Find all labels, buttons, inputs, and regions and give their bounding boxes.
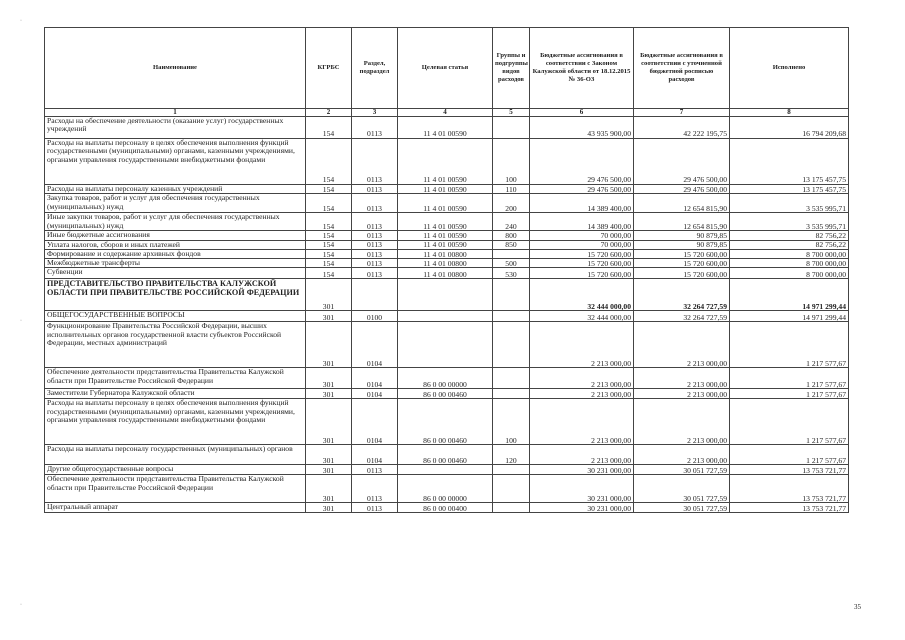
row-razdel: 0104 <box>352 399 398 445</box>
table-row <box>45 259 849 268</box>
row-name: Обеспечение деятельности представительства Правительства Калужской области при Правительстве Российской Федерации <box>45 368 306 389</box>
row-expense-type <box>493 311 530 322</box>
row-kgrbs: 154 <box>306 117 352 139</box>
row-law-amount: 70 000,00 <box>530 231 634 240</box>
table-row <box>45 249 849 258</box>
row-executed-amount: 1 217 577,67 <box>730 322 849 368</box>
row-law-amount: 29 476 500,00 <box>530 185 634 194</box>
row-law-amount: 32 444 000,00 <box>530 311 634 322</box>
row-law-amount: 2 213 000,00 <box>530 322 634 368</box>
row-name: Обеспечение деятельности представительства Правительства Калужской области при Правительстве Российской Федерации <box>45 475 306 503</box>
row-law-amount: 30 231 000,00 <box>530 475 634 503</box>
page-number: 35 <box>854 603 861 611</box>
row-executed-amount: 3 535 995,71 <box>730 194 849 213</box>
col-number: 1 <box>45 109 306 117</box>
row-plan-amount: 30 051 727,59 <box>634 465 730 475</box>
row-kgrbs: 154 <box>306 240 352 249</box>
row-plan-amount: 32 264 727,59 <box>634 311 730 322</box>
row-expense-type <box>493 322 530 368</box>
row-expense-type: 800 <box>493 231 530 240</box>
row-name: Формирование и содержание архивных фондов <box>45 249 306 258</box>
row-executed-amount: 16 794 209,68 <box>730 117 849 139</box>
row-plan-amount: 15 720 600,00 <box>634 259 730 268</box>
row-executed-amount: 1 217 577,67 <box>730 445 849 465</box>
margin-mark: · <box>20 18 22 24</box>
row-target-article: 86 0 00 00000 <box>398 475 493 503</box>
row-target-article: 11 4 01 00590 <box>398 139 493 185</box>
col-number: 2 <box>306 109 352 117</box>
row-plan-amount: 2 213 000,00 <box>634 368 730 389</box>
col-header-plan: Бюджетные ассигнования в соответствии с уточненной бюджетной росписью расходов <box>634 28 730 109</box>
table-row <box>45 117 849 139</box>
col-header-exec: Исполнено <box>730 28 849 109</box>
row-law-amount: 30 231 000,00 <box>530 465 634 475</box>
row-law-amount: 15 720 600,00 <box>530 249 634 258</box>
row-name: Закупка товаров, работ и услуг для обеспечения государственных (муниципальных) нужд <box>45 194 306 213</box>
row-razdel: 0113 <box>352 240 398 249</box>
row-razdel: 0100 <box>352 311 398 322</box>
row-name: Центральный аппарат <box>45 503 306 513</box>
table-row <box>45 389 849 399</box>
row-name: Расходы на выплаты персоналу государственных (муниципальных) органов <box>45 445 306 465</box>
row-razdel: 0113 <box>352 475 398 503</box>
row-executed-amount: 13 175 457,75 <box>730 185 849 194</box>
row-razdel: 0113 <box>352 249 398 258</box>
row-expense-type <box>493 389 530 399</box>
margin-mark: · <box>20 318 22 324</box>
row-expense-type: 850 <box>493 240 530 249</box>
table-body <box>45 117 849 513</box>
row-razdel: 0113 <box>352 139 398 185</box>
row-executed-amount: 8 700 000,00 <box>730 268 849 279</box>
table-row <box>45 368 849 389</box>
row-expense-type: 100 <box>493 139 530 185</box>
row-expense-type: 120 <box>493 445 530 465</box>
row-target-article <box>398 322 493 368</box>
row-plan-amount: 2 213 000,00 <box>634 389 730 399</box>
row-razdel: 0104 <box>352 445 398 465</box>
table-row <box>45 213 849 231</box>
col-header-law: Бюджетные ассигнования в соответствии с Законом Калужской области от 18.12.2015 № 36-ОЗ <box>530 28 634 109</box>
row-law-amount: 70 000,00 <box>530 240 634 249</box>
row-expense-type: 110 <box>493 185 530 194</box>
row-law-amount: 2 213 000,00 <box>530 389 634 399</box>
row-executed-amount: 8 700 000,00 <box>730 259 849 268</box>
row-plan-amount: 15 720 600,00 <box>634 268 730 279</box>
row-executed-amount: 82 756,22 <box>730 231 849 240</box>
table-row <box>45 399 849 445</box>
row-name: Субвенции <box>45 268 306 279</box>
row-razdel: 0113 <box>352 194 398 213</box>
col-header-name: Наименование <box>45 28 306 109</box>
row-law-amount: 2 213 000,00 <box>530 445 634 465</box>
row-plan-amount: 2 213 000,00 <box>634 445 730 465</box>
row-target-article: 11 4 01 00800 <box>398 259 493 268</box>
row-expense-type <box>493 279 530 311</box>
row-target-article <box>398 279 493 311</box>
row-target-article: 11 4 01 00590 <box>398 185 493 194</box>
table-row <box>45 139 849 185</box>
row-plan-amount: 29 476 500,00 <box>634 185 730 194</box>
row-expense-type: 100 <box>493 399 530 445</box>
row-kgrbs: 301 <box>306 389 352 399</box>
row-executed-amount: 13 175 457,75 <box>730 139 849 185</box>
row-name: ПРЕДСТАВИТЕЛЬСТВО ПРАВИТЕЛЬСТВА КАЛУЖСКОЙ ОБЛАСТИ ПРИ ПРАВИТЕЛЬСТВЕ РОССИЙСКОЙ ФЕДЕРАЦИИ <box>45 279 306 311</box>
row-razdel: 0113 <box>352 465 398 475</box>
row-law-amount: 15 720 600,00 <box>530 259 634 268</box>
row-razdel: 0113 <box>352 117 398 139</box>
table-row <box>45 231 849 240</box>
row-kgrbs: 154 <box>306 185 352 194</box>
row-plan-amount: 90 879,85 <box>634 231 730 240</box>
margin-mark: · <box>20 602 22 608</box>
row-law-amount: 14 389 400,00 <box>530 194 634 213</box>
row-kgrbs: 154 <box>306 213 352 231</box>
row-target-article: 86 0 00 00460 <box>398 399 493 445</box>
row-executed-amount: 13 753 721,77 <box>730 475 849 503</box>
col-number: 8 <box>730 109 849 117</box>
row-executed-amount: 8 700 000,00 <box>730 249 849 258</box>
row-kgrbs: 154 <box>306 231 352 240</box>
row-kgrbs: 301 <box>306 445 352 465</box>
row-razdel: 0113 <box>352 213 398 231</box>
row-name: Расходы на выплаты персоналу в целях обеспечения выполнения функций государственными (муниципальными) органами, казенными учреждениями, органами управления государственными внебюджетными фондами <box>45 139 306 185</box>
row-expense-type <box>493 249 530 258</box>
row-plan-amount: 2 213 000,00 <box>634 322 730 368</box>
row-name: Иные закупки товаров, работ и услуг для обеспечения государственных (муниципальных) нужд <box>45 213 306 231</box>
row-kgrbs: 301 <box>306 465 352 475</box>
row-expense-type: 240 <box>493 213 530 231</box>
row-name: Расходы на выплаты персоналу казенных учреждений <box>45 185 306 194</box>
row-name: Уплата налогов, сборов и иных платежей <box>45 240 306 249</box>
row-plan-amount: 30 051 727,59 <box>634 503 730 513</box>
row-plan-amount: 2 213 000,00 <box>634 399 730 445</box>
row-kgrbs: 154 <box>306 259 352 268</box>
col-number: 7 <box>634 109 730 117</box>
row-kgrbs: 301 <box>306 475 352 503</box>
row-expense-type <box>493 368 530 389</box>
row-target-article: 11 4 01 00590 <box>398 240 493 249</box>
table-row <box>45 279 849 311</box>
row-expense-type <box>493 117 530 139</box>
row-target-article: 11 4 01 00590 <box>398 213 493 231</box>
row-razdel: 0104 <box>352 368 398 389</box>
row-razdel: 0113 <box>352 503 398 513</box>
column-number-row <box>45 109 849 117</box>
row-executed-amount: 13 753 721,77 <box>730 503 849 513</box>
row-target-article: 11 4 01 00800 <box>398 268 493 279</box>
row-expense-type <box>493 465 530 475</box>
row-razdel: 0113 <box>352 259 398 268</box>
table-row <box>45 185 849 194</box>
col-number: 5 <box>493 109 530 117</box>
row-kgrbs: 154 <box>306 249 352 258</box>
row-executed-amount: 3 535 995,71 <box>730 213 849 231</box>
row-target-article: 11 4 01 00590 <box>398 231 493 240</box>
row-target-article: 11 4 01 00590 <box>398 194 493 213</box>
row-plan-amount: 15 720 600,00 <box>634 249 730 258</box>
budget-report-page <box>44 27 848 513</box>
row-name: Другие общегосударственные вопросы <box>45 465 306 475</box>
row-executed-amount: 14 971 299,44 <box>730 279 849 311</box>
row-expense-type <box>493 475 530 503</box>
row-kgrbs: 301 <box>306 368 352 389</box>
row-name: Межбюджетные трансферты <box>45 259 306 268</box>
row-target-article: 86 0 00 00460 <box>398 389 493 399</box>
row-law-amount: 2 213 000,00 <box>530 368 634 389</box>
row-razdel: 0104 <box>352 322 398 368</box>
row-target-article: 11 4 01 00590 <box>398 117 493 139</box>
row-plan-amount: 90 879,85 <box>634 240 730 249</box>
row-expense-type <box>493 503 530 513</box>
row-kgrbs: 154 <box>306 268 352 279</box>
row-name: Расходы на выплаты персоналу в целях обеспечения выполнения функций государственными (муниципальными) органами, казенными учреждениями, органами управления государственными внебюджетными фондами <box>45 399 306 445</box>
row-law-amount: 15 720 600,00 <box>530 268 634 279</box>
row-plan-amount: 30 051 727,59 <box>634 475 730 503</box>
row-law-amount: 29 476 500,00 <box>530 139 634 185</box>
row-target-article: 11 4 01 00800 <box>398 249 493 258</box>
table-row <box>45 268 849 279</box>
row-plan-amount: 29 476 500,00 <box>634 139 730 185</box>
row-razdel: 0113 <box>352 231 398 240</box>
row-razdel: 0113 <box>352 185 398 194</box>
table-row <box>45 445 849 465</box>
col-header-kgrbs: КГРБС <box>306 28 352 109</box>
table-row <box>45 475 849 503</box>
table-row <box>45 240 849 249</box>
col-number: 4 <box>398 109 493 117</box>
row-executed-amount: 1 217 577,67 <box>730 368 849 389</box>
row-expense-type: 500 <box>493 259 530 268</box>
row-law-amount: 32 444 000,00 <box>530 279 634 311</box>
row-target-article: 86 0 00 00000 <box>398 368 493 389</box>
row-plan-amount: 12 654 815,90 <box>634 194 730 213</box>
row-law-amount: 14 389 400,00 <box>530 213 634 231</box>
row-plan-amount: 12 654 815,90 <box>634 213 730 231</box>
row-name: Иные бюджетные ассигнования <box>45 231 306 240</box>
col-header-target: Целевая статья <box>398 28 493 109</box>
col-number: 3 <box>352 109 398 117</box>
row-kgrbs: 301 <box>306 503 352 513</box>
table-row <box>45 503 849 513</box>
col-header-vr: Группы и подгруппы видов расходов <box>493 28 530 109</box>
row-name: Заместители Губернатора Калужской области <box>45 389 306 399</box>
row-kgrbs: 301 <box>306 399 352 445</box>
row-executed-amount: 1 217 577,67 <box>730 389 849 399</box>
row-executed-amount: 1 217 577,67 <box>730 399 849 445</box>
table-row <box>45 311 849 322</box>
table-row <box>45 465 849 475</box>
col-header-razdel: Раздел, подраздел <box>352 28 398 109</box>
row-expense-type: 530 <box>493 268 530 279</box>
budget-table <box>44 27 849 513</box>
row-target-article: 86 0 00 00460 <box>398 445 493 465</box>
table-row <box>45 322 849 368</box>
row-plan-amount: 32 264 727,59 <box>634 279 730 311</box>
row-razdel: 0104 <box>352 389 398 399</box>
row-executed-amount: 82 756,22 <box>730 240 849 249</box>
row-name: ОБЩЕГОСУДАРСТВЕННЫЕ ВОПРОСЫ <box>45 311 306 322</box>
row-kgrbs: 154 <box>306 194 352 213</box>
row-target-article <box>398 311 493 322</box>
table-header-row <box>45 28 849 109</box>
row-target-article: 86 0 00 00400 <box>398 503 493 513</box>
row-kgrbs: 301 <box>306 322 352 368</box>
row-executed-amount: 14 971 299,44 <box>730 311 849 322</box>
row-expense-type: 200 <box>493 194 530 213</box>
row-plan-amount: 42 222 195,75 <box>634 117 730 139</box>
col-number: 6 <box>530 109 634 117</box>
row-name: Функционирование Правительства Российской Федерации, высших исполнительных органов государственной власти субъектов Российской Федерации, местных администраций <box>45 322 306 368</box>
row-razdel <box>352 279 398 311</box>
row-kgrbs: 154 <box>306 139 352 185</box>
table-row <box>45 194 849 213</box>
row-law-amount: 2 213 000,00 <box>530 399 634 445</box>
row-target-article <box>398 465 493 475</box>
row-kgrbs: 301 <box>306 311 352 322</box>
row-law-amount: 30 231 000,00 <box>530 503 634 513</box>
row-name: Расходы на обеспечение деятельности (оказание услуг) государственных учреждений <box>45 117 306 139</box>
row-law-amount: 43 935 900,00 <box>530 117 634 139</box>
row-executed-amount: 13 753 721,77 <box>730 465 849 475</box>
row-kgrbs: 301 <box>306 279 352 311</box>
row-razdel: 0113 <box>352 268 398 279</box>
